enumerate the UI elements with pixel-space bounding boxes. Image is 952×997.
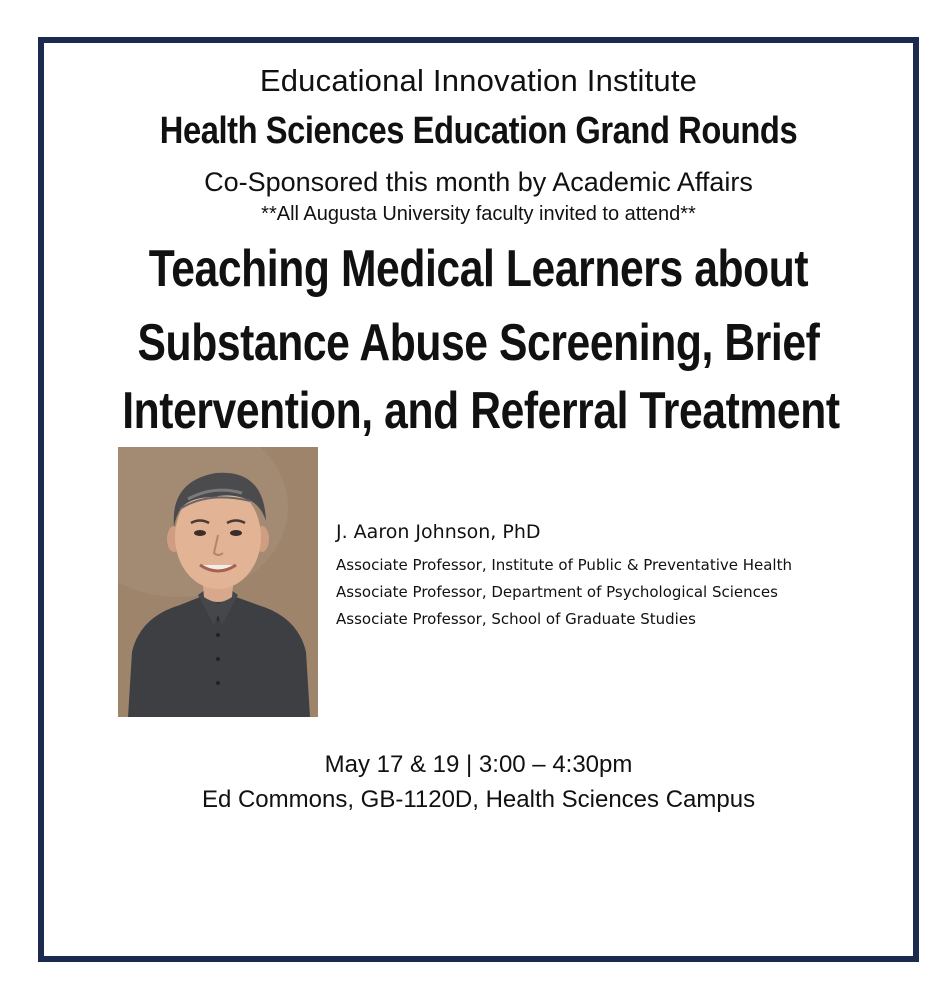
speaker-info — [336, 521, 792, 633]
series-title: Health Sciences Education Grand Rounds — [159, 110, 798, 152]
talk-title-line-1: Teaching Medical Learners about — [148, 240, 809, 298]
speaker-role: Associate Professor, School of Graduate Studies — [336, 610, 696, 628]
cosponsor-line: Co-Sponsored this month by Academic Affairs — [204, 167, 753, 197]
speaker-role: Associate Professor, Institute of Public & Preventative Health — [336, 556, 792, 574]
event-date-time: May 17 & 19 | 3:00 – 4:30pm — [324, 751, 633, 778]
flyer-border — [38, 37, 919, 962]
talk-title-line-3: Intervention, and Referral Treatment — [122, 382, 840, 440]
speaker-role: Associate Professor, Department of Psychological Sciences — [336, 583, 778, 601]
institute-name: Educational Innovation Institute — [259, 63, 698, 98]
talk-title-line-2: Substance Abuse Screening, Brief — [137, 314, 820, 372]
invitation-line: **All Augusta University faculty invited to attend** — [261, 203, 696, 225]
speaker-portrait-illustration — [118, 447, 318, 717]
event-location: Ed Commons, GB-1120D, Health Sciences Campus — [201, 786, 756, 813]
speaker-photo — [118, 447, 318, 717]
speaker-name: J. Aaron Johnson, PhD — [336, 521, 541, 543]
